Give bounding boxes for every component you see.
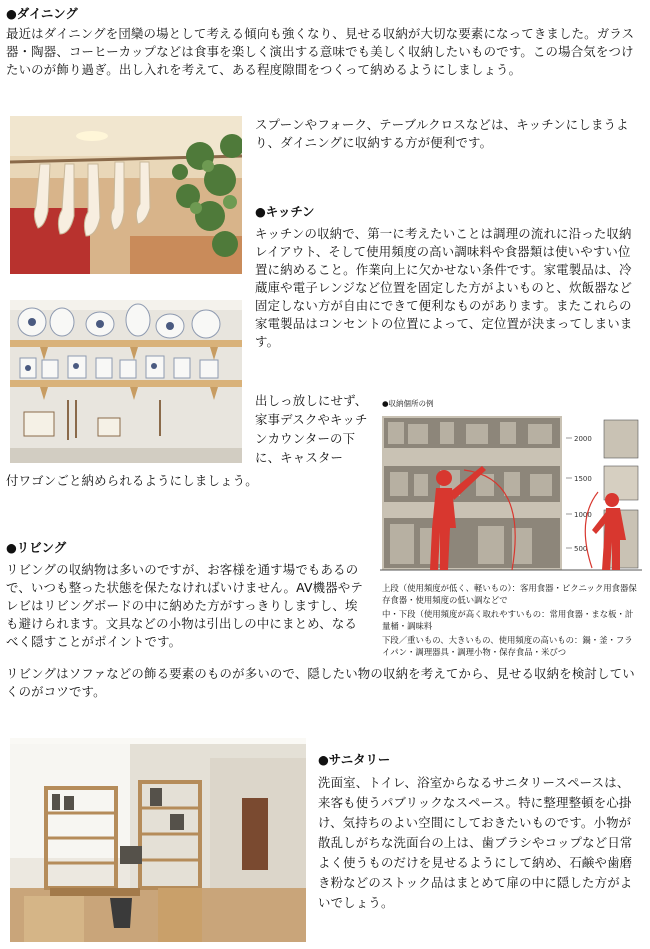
living-text: リビングの収納物は多いのですが、お客様を通す場でもあるので、いつも整った状態を保たなければいけません。AV機器やテレビはリビングボードの中に納めた方がすっきりしますし、埃も避けられます。文具などの小物は引出しの中にまとめ、なるべく隠すことがポイントです。 xyxy=(6,562,364,649)
scale-500: 500 xyxy=(574,545,588,553)
dining-heading: ●ダイニング xyxy=(6,6,78,21)
scale-1000: 1000 xyxy=(574,511,592,519)
living-heading: ●リビング xyxy=(6,540,67,555)
sanitary-text: 洗面室、トイレ、浴室からなるサニタリースペースは、来客も使うパブリックなスペース。特に整理整頓を心掛け、気持ちのよい空間にしておきたいものです。小物が散乱しがちな洗面台の上は、歯ブラシやコップなど日常よく使うものだけを見せるようにして納め、石鹸や歯磨き粉などのストック品はまとめて扉の中に隠した方がよいでしょう。 xyxy=(318,775,633,910)
sanitary-heading: ●サニタリー xyxy=(318,752,391,767)
living-room-photo xyxy=(10,738,306,942)
diagram-caption-lower: 下段／重いもの、大きいもの、使用頻度の高いもの：鍋・釜・フライパン・調理器具・調理小物・保存食品・米びつ xyxy=(382,635,633,657)
diagram-caption-upper: 上段（使用頻度が低く、軽いもの）：客用食器・ピクニック用食器保存食器・使用頻度の低い調などで xyxy=(382,583,637,605)
living-text-2: リビングはソファなどの飾る要素のものが多いので、隠したい物の収納を考えてから、見せる収納を検討していくのがコツです。 xyxy=(6,666,635,699)
scale-1500: 1500 xyxy=(574,475,592,483)
kitchen-text: キッチンの収納で、第一に考えたいことは調理の流れに沿った収納レイアウト、そして使用頻度の高い調味料や食器類は使いやすい位置に納めること。作業向上に欠かせない条件です。家電製品は、冷蔵庫や電子レンジなど位置を固定した方がよいものと、炊飯器など固定しない方が自由にできて便利なものがあります。またこれらの家電製品はコンセントの位置によって、定位置が決まってしまいます。 xyxy=(255,226,633,349)
kitchen-figure-diagram xyxy=(380,399,642,661)
kitchen-heading: ●キッチン xyxy=(255,204,315,219)
diagram-title: ●収納個所の例 xyxy=(382,399,434,408)
kitchen-tail-text: 付ワゴンごと納められるようにしましょう。 xyxy=(6,473,258,488)
dish-shelf-photo xyxy=(10,300,242,463)
kitchen-wrap-text: 出しっ放しにせず、家事デスクやキッチンカウンターの下に、キャスター xyxy=(255,393,368,465)
dining-note: スプーンやフォーク、テーブルクロスなどは、キッチンにしまうより、ダイニングに収納する方が便利です。 xyxy=(255,117,629,150)
wine-glass-rack-photo xyxy=(10,116,242,274)
diagram-caption-middle: 中・下段（使用頻度が高く取れやすいもの：常用食器・まな板・計量桶・調味料 xyxy=(382,609,634,631)
scale-2000: 2000 xyxy=(574,435,592,443)
dining-intro: 最近はダイニングを団欒の場として考える傾向も強くなり、見せる収納が大切な要素になってきました。ガラス器・陶器、コーヒーカップなどは食事を楽しく演出する意味でも美しく収納したいものです。この場合気をつけたいのが飾り過ぎ。出し入れを考えて、ある程度隙間をつくって納めるようにしましょう。 xyxy=(6,26,635,77)
